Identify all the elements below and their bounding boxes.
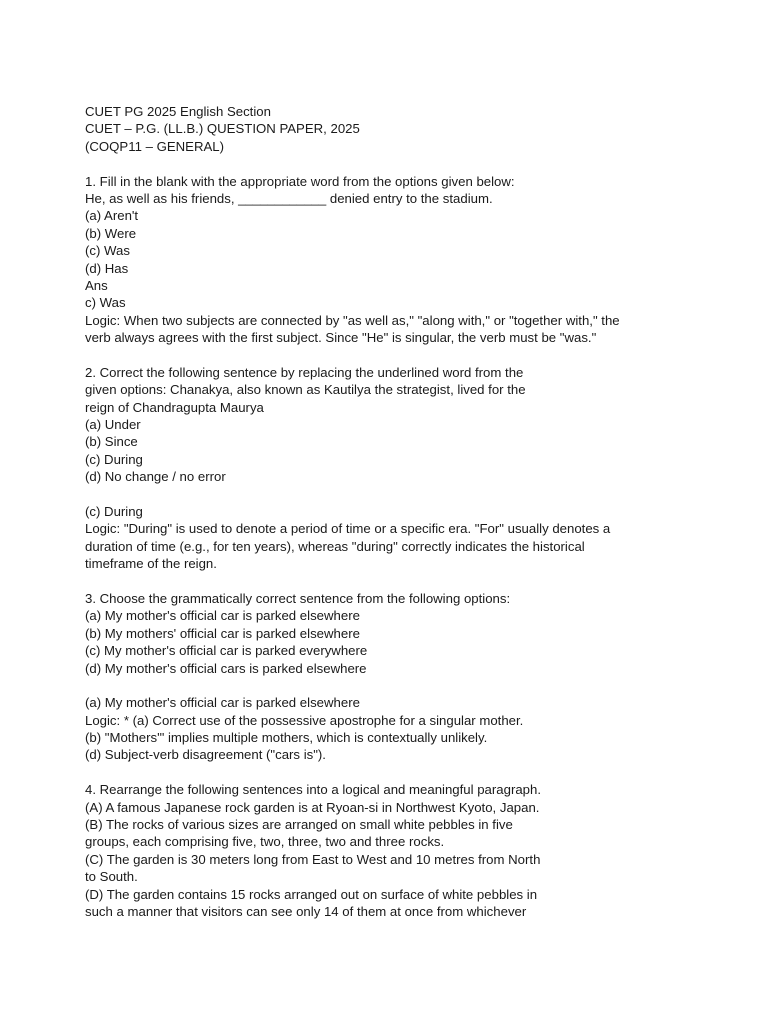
q2-logic-line: timeframe of the reign. xyxy=(85,556,217,572)
q3-prompt: 3. Choose the grammatically correct sentence from the following options: xyxy=(85,590,511,606)
q4-line: (A) A famous Japanese rock garden is at Ryoan-si in Northwest Kyoto, Japan. xyxy=(85,799,540,815)
q2-option-d: (d) No change / no error xyxy=(85,469,226,485)
q1-prompt: 1. Fill in the blank with the appropriate word from the options given below: xyxy=(85,173,515,189)
q2-prompt-line: given options: Chanakya, also known as Kautilya the strategist, lived for the xyxy=(85,382,526,398)
q2-option-a: (a) Under xyxy=(85,417,141,433)
q2-logic-line: Logic: "During" is used to denote a period of time or a specific era. "For" usually denotes a xyxy=(85,521,611,537)
q4-prompt: 4. Rearrange the following sentences into a logical and meaningful paragraph. xyxy=(85,782,541,798)
q3-logic-line: (d) Subject-verb disagreement ("cars is"). xyxy=(85,747,326,763)
q4-line: such a manner that visitors can see only 14 of them at once from whichever xyxy=(85,903,527,919)
q3-option-d: (d) My mother's official cars is parked elsewhere xyxy=(85,660,367,676)
q3-option-c: (c) My mother's official car is parked everywhere xyxy=(85,643,368,659)
q1-ans-label: Ans xyxy=(85,277,108,293)
q3-answer: (a) My mother's official car is parked elsewhere xyxy=(85,695,360,711)
q2-logic-line: duration of time (e.g., for ten years), whereas "during" correctly indicates the historical xyxy=(85,538,585,554)
q3-option-a: (a) My mother's official car is parked elsewhere xyxy=(85,608,360,624)
q4-line: (C) The garden is 30 meters long from East to West and 10 metres from North xyxy=(85,851,541,867)
q2-option-b: (b) Since xyxy=(85,434,138,450)
q1-option-a: (a) Aren't xyxy=(85,208,139,224)
q4-line: to South. xyxy=(85,869,138,885)
q2-answer: (c) During xyxy=(85,503,143,519)
q3-option-b: (b) My mothers' official car is parked elsewhere xyxy=(85,625,360,641)
spacer xyxy=(85,573,645,590)
q4-line: (D) The garden contains 15 rocks arranged out on surface of white pebbles in xyxy=(85,886,538,902)
document-content xyxy=(85,103,645,920)
q3-logic-line: Logic: * (a) Correct use of the possessive apostrophe for a singular mother. xyxy=(85,712,524,728)
q2-prompt-line: 2. Correct the following sentence by replacing the underlined word from the xyxy=(85,364,524,380)
spacer xyxy=(85,677,645,694)
q2-prompt-line: reign of Chandragupta Maurya xyxy=(85,399,264,415)
q3-logic-line: (b) "Mothers'" implies multiple mothers, which is contextually unlikely. xyxy=(85,730,488,746)
spacer xyxy=(85,346,645,363)
q4-line: (B) The rocks of various sizes are arranged on small white pebbles in five xyxy=(85,817,513,833)
q4-line: groups, each comprising five, two, three, two and three rocks. xyxy=(85,834,445,850)
spacer xyxy=(85,764,645,781)
doc-subtitle: CUET – P.G. (LL.B.) QUESTION PAPER, 2025 xyxy=(85,121,360,137)
q1-answer: c) Was xyxy=(85,295,126,311)
q1-sentence: He, as well as his friends, ____________ denied entry to the stadium. xyxy=(85,190,493,206)
q1-logic-line: verb always agrees with the first subject. Since "He" is singular, the verb must be "was." xyxy=(85,330,597,346)
doc-title: CUET PG 2025 English Section xyxy=(85,104,271,119)
q1-logic-line: Logic: When two subjects are connected by "as well as," "along with," or "together with," the xyxy=(85,312,620,328)
spacer xyxy=(85,486,645,503)
q1-option-b: (b) Were xyxy=(85,225,137,241)
q1-option-d: (d) Has xyxy=(85,260,129,276)
q2-option-c: (c) During xyxy=(85,451,143,467)
q1-option-c: (c) Was xyxy=(85,243,130,259)
doc-code: (COQP11 – GENERAL) xyxy=(85,138,224,154)
spacer xyxy=(85,155,645,172)
